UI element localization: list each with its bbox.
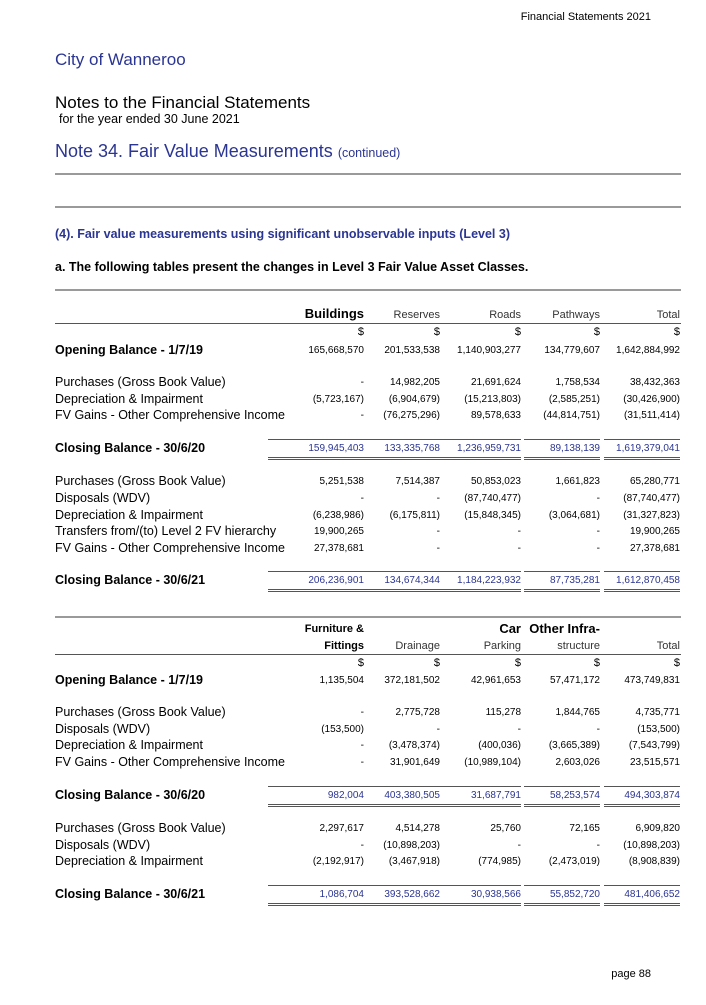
table-cell: (5,723,167) xyxy=(312,394,364,405)
table-cell: 27,378,681 xyxy=(629,543,680,554)
table-cell: 6,909,820 xyxy=(635,823,680,834)
total-double-rule xyxy=(364,804,440,807)
table-cell: (3,478,374) xyxy=(388,740,440,751)
table-cell: (7,543,799) xyxy=(628,740,680,751)
total-rule xyxy=(268,439,364,440)
table-cell: (3,467,918) xyxy=(388,856,440,867)
total-double-rule xyxy=(440,903,521,906)
table-cell: 19,900,265 xyxy=(313,526,364,537)
column-header: Roads xyxy=(489,309,521,321)
table-cell: (76,275,296) xyxy=(383,410,440,421)
total-double-rule xyxy=(524,457,600,460)
table-cell: 5,251,538 xyxy=(319,476,364,487)
table-cell: 2,775,728 xyxy=(395,707,440,718)
table-cell: 42,961,653 xyxy=(470,675,521,686)
table-cell: 25,760 xyxy=(490,823,521,834)
row-label: Transfers from/(to) Level 2 FV hierarchy xyxy=(55,524,277,538)
row-label: Disposals (WDV) xyxy=(55,491,151,505)
table-cell: (2,585,251) xyxy=(548,394,600,405)
currency-symbol: $ xyxy=(514,326,521,338)
row-label: Depreciation & Impairment xyxy=(55,738,203,752)
table-cell: 473,749,831 xyxy=(624,675,680,686)
total-rule xyxy=(604,571,680,572)
column-header: structure xyxy=(557,640,600,652)
row-label: FV Gains - Other Comprehensive Income xyxy=(55,408,285,422)
table-cell: 982,004 xyxy=(327,790,364,801)
total-rule xyxy=(364,786,440,787)
table-cell: (6,238,986) xyxy=(312,510,364,521)
table-cell: 7,514,387 xyxy=(395,476,440,487)
total-double-rule xyxy=(604,804,680,807)
column-header: Buildings xyxy=(304,306,364,321)
table-cell: - xyxy=(596,493,600,504)
table-cell: (15,848,345) xyxy=(464,510,521,521)
column-header: Fittings xyxy=(324,640,364,652)
row-label: Depreciation & Impairment xyxy=(55,854,203,868)
page-number: page 88 xyxy=(611,968,651,980)
table-cell: 50,853,023 xyxy=(470,476,521,487)
total-rule xyxy=(604,439,680,440)
table-cell: - xyxy=(596,543,600,554)
table-cell: 87,735,281 xyxy=(549,575,600,586)
total-rule xyxy=(524,571,600,572)
table-cell: 30,938,566 xyxy=(470,889,521,900)
table-cell: 21,691,624 xyxy=(470,377,521,388)
table-cell: 372,181,502 xyxy=(384,675,440,686)
total-rule xyxy=(440,571,521,572)
divider xyxy=(55,173,681,175)
table-cell: 1,140,903,277 xyxy=(457,345,521,356)
total-rule xyxy=(440,786,521,787)
table-cell: (87,740,477) xyxy=(623,493,680,504)
currency-symbol: $ xyxy=(357,657,364,669)
table-cell: (774,985) xyxy=(478,856,521,867)
currency-symbol: $ xyxy=(433,657,440,669)
table-cell: 2,603,026 xyxy=(555,757,600,768)
table-cell: - xyxy=(360,493,364,504)
total-rule xyxy=(524,786,600,787)
note-title-text: Note 34. Fair Value Measurements xyxy=(55,141,333,161)
column-header: Pathways xyxy=(552,309,600,321)
currency-symbol: $ xyxy=(673,657,680,669)
table-cell: (2,192,917) xyxy=(312,856,364,867)
table-cell: - xyxy=(596,840,600,851)
table-cell: - xyxy=(360,707,364,718)
row-label: Disposals (WDV) xyxy=(55,838,151,852)
table-cell: (153,500) xyxy=(321,724,364,735)
row-label: FV Gains - Other Comprehensive Income xyxy=(55,541,285,555)
total-rule xyxy=(268,786,364,787)
table-cell: 1,619,379,041 xyxy=(616,443,680,454)
column-header: Drainage xyxy=(395,640,440,652)
table-cell: 403,380,505 xyxy=(384,790,440,801)
total-double-rule xyxy=(524,804,600,807)
divider xyxy=(55,289,681,291)
balance-row-label: Opening Balance - 1/7/19 xyxy=(55,343,203,357)
total-rule xyxy=(524,885,600,886)
table-cell: 134,779,607 xyxy=(544,345,600,356)
table-cell: - xyxy=(517,840,521,851)
total-rule xyxy=(364,571,440,572)
row-label: Depreciation & Impairment xyxy=(55,508,203,522)
table-cell: 19,900,265 xyxy=(629,526,680,537)
table-cell: 494,303,874 xyxy=(624,790,680,801)
table-cell: 1,612,870,458 xyxy=(616,575,680,586)
column-header-top: Car xyxy=(499,621,521,636)
table-cell: 4,735,771 xyxy=(635,707,680,718)
table-cell: 58,253,574 xyxy=(549,790,600,801)
total-double-rule xyxy=(604,457,680,460)
table-cell: 23,515,571 xyxy=(629,757,680,768)
balance-row-label: Closing Balance - 30/6/20 xyxy=(55,788,206,802)
table-cell: (87,740,477) xyxy=(464,493,521,504)
table-cell: 57,471,172 xyxy=(549,675,600,686)
table-cell: 481,406,652 xyxy=(624,889,680,900)
table-cell: (3,064,681) xyxy=(548,510,600,521)
table-cell: 14,982,205 xyxy=(389,377,440,388)
currency-symbol: $ xyxy=(514,657,521,669)
table-cell: (30,426,900) xyxy=(623,394,680,405)
column-header: Total xyxy=(656,309,680,321)
table-cell: 134,674,344 xyxy=(384,575,440,586)
divider xyxy=(55,616,681,618)
total-rule xyxy=(268,571,364,572)
table-cell: - xyxy=(360,757,364,768)
table-cell: 31,901,649 xyxy=(389,757,440,768)
table-cell: (3,665,389) xyxy=(548,740,600,751)
total-double-rule xyxy=(440,589,521,592)
row-label: FV Gains - Other Comprehensive Income xyxy=(55,755,285,769)
table-cell: - xyxy=(517,526,521,537)
total-double-rule xyxy=(364,457,440,460)
table-cell: - xyxy=(596,526,600,537)
table-cell: 55,852,720 xyxy=(549,889,600,900)
table-cell: 1,758,534 xyxy=(555,377,600,388)
table-cell: - xyxy=(360,410,364,421)
organisation-name: City of Wanneroo xyxy=(55,50,186,69)
table-cell: 65,280,771 xyxy=(629,476,680,487)
total-rule xyxy=(268,885,364,886)
table-cell: - xyxy=(360,740,364,751)
table-cell: (10,898,203) xyxy=(623,840,680,851)
currency-symbol: $ xyxy=(673,326,680,338)
balance-row-label: Closing Balance - 30/6/20 xyxy=(55,441,206,455)
row-label: Purchases (Gross Book Value) xyxy=(55,821,226,835)
total-double-rule xyxy=(604,903,680,906)
table-cell: (10,898,203) xyxy=(383,840,440,851)
table-cell: 2,297,617 xyxy=(319,823,364,834)
table-cell: (15,213,803) xyxy=(464,394,521,405)
table-cell: 1,086,704 xyxy=(319,889,364,900)
total-rule xyxy=(364,439,440,440)
balance-row-label: Closing Balance - 30/6/21 xyxy=(55,887,206,901)
total-rule xyxy=(440,885,521,886)
total-rule xyxy=(604,786,680,787)
row-label: Purchases (Gross Book Value) xyxy=(55,375,226,389)
row-label: Purchases (Gross Book Value) xyxy=(55,705,226,719)
total-double-rule xyxy=(364,589,440,592)
table-cell: 201,533,538 xyxy=(384,345,440,356)
table-cell: (10,989,104) xyxy=(464,757,521,768)
table-cell: - xyxy=(436,493,440,504)
currency-symbol: $ xyxy=(593,657,600,669)
table-cell: 1,236,959,731 xyxy=(457,443,521,454)
column-header-top: Other Infra- xyxy=(529,621,600,636)
table-cell: - xyxy=(436,526,440,537)
table-cell: - xyxy=(360,377,364,388)
total-double-rule xyxy=(364,903,440,906)
column-header-top: Furniture & xyxy=(304,623,364,635)
table-cell: (153,500) xyxy=(637,724,680,735)
section-title: (4). Fair value measurements using significant unobservable inputs (Level 3) xyxy=(55,227,510,241)
table-cell: - xyxy=(517,543,521,554)
table-cell: 27,378,681 xyxy=(313,543,364,554)
total-double-rule xyxy=(524,903,600,906)
currency-symbol: $ xyxy=(433,326,440,338)
row-label: Disposals (WDV) xyxy=(55,722,151,736)
table-cell: (400,036) xyxy=(478,740,521,751)
column-header: Parking xyxy=(483,640,521,652)
total-double-rule xyxy=(440,457,521,460)
currency-symbol: $ xyxy=(357,326,364,338)
total-double-rule xyxy=(268,589,364,592)
column-header: Total xyxy=(656,640,680,652)
notes-title: Notes to the Financial Statements xyxy=(55,93,311,112)
table-cell: - xyxy=(436,543,440,554)
table-cell: (31,327,823) xyxy=(623,510,680,521)
table-cell: (2,473,019) xyxy=(548,856,600,867)
currency-symbol: $ xyxy=(593,326,600,338)
divider xyxy=(55,206,681,208)
total-double-rule xyxy=(268,903,364,906)
total-double-rule xyxy=(604,589,680,592)
table-cell: 89,578,633 xyxy=(470,410,521,421)
period-text: for the year ended 30 June 2021 xyxy=(59,112,240,126)
total-rule xyxy=(524,439,600,440)
table-cell: 206,236,901 xyxy=(308,575,364,586)
table-cell: 115,278 xyxy=(485,707,521,718)
table-cell: 1,661,823 xyxy=(555,476,600,487)
table-cell: 4,514,278 xyxy=(395,823,440,834)
section-subtitle: a. The following tables present the changes in Level 3 Fair Value Asset Classes. xyxy=(55,260,529,274)
table-cell: 1,184,223,932 xyxy=(457,575,521,586)
total-rule xyxy=(364,885,440,886)
total-double-rule xyxy=(268,804,364,807)
total-double-rule xyxy=(440,804,521,807)
total-double-rule xyxy=(524,589,600,592)
note-continued: (continued) xyxy=(337,146,401,160)
table-cell: 159,945,403 xyxy=(308,443,364,454)
document-header: Financial Statements 2021 xyxy=(520,11,651,23)
table-cell: (6,904,679) xyxy=(388,394,440,405)
balance-row-label: Opening Balance - 1/7/19 xyxy=(55,673,203,687)
table-cell: (44,814,751) xyxy=(543,410,600,421)
table-cell: - xyxy=(360,840,364,851)
column-header: Reserves xyxy=(393,309,440,321)
total-double-rule xyxy=(268,457,364,460)
table-cell: 1,844,765 xyxy=(555,707,600,718)
row-label: Purchases (Gross Book Value) xyxy=(55,474,226,488)
table-cell: (31,511,414) xyxy=(624,410,680,421)
table-cell: 165,668,570 xyxy=(308,345,364,356)
table-cell: 393,528,662 xyxy=(384,889,440,900)
table-cell: 31,687,791 xyxy=(470,790,521,801)
table-cell: 1,642,884,992 xyxy=(616,345,680,356)
note-title xyxy=(55,141,400,162)
table-cell: 72,165 xyxy=(569,823,600,834)
table-cell: 133,335,768 xyxy=(384,443,440,454)
table-cell: - xyxy=(596,724,600,735)
table-cell: 38,432,363 xyxy=(629,377,680,388)
table-cell: - xyxy=(436,724,440,735)
table-cell: 89,138,139 xyxy=(549,443,600,454)
table-cell: - xyxy=(517,724,521,735)
table-cell: 1,135,504 xyxy=(319,675,364,686)
table-cell: (6,175,811) xyxy=(389,510,440,521)
row-label: Depreciation & Impairment xyxy=(55,392,203,406)
balance-row-label: Closing Balance - 30/6/21 xyxy=(55,573,206,587)
total-rule xyxy=(440,439,521,440)
total-rule xyxy=(604,885,680,886)
table-cell: (8,908,839) xyxy=(628,856,680,867)
